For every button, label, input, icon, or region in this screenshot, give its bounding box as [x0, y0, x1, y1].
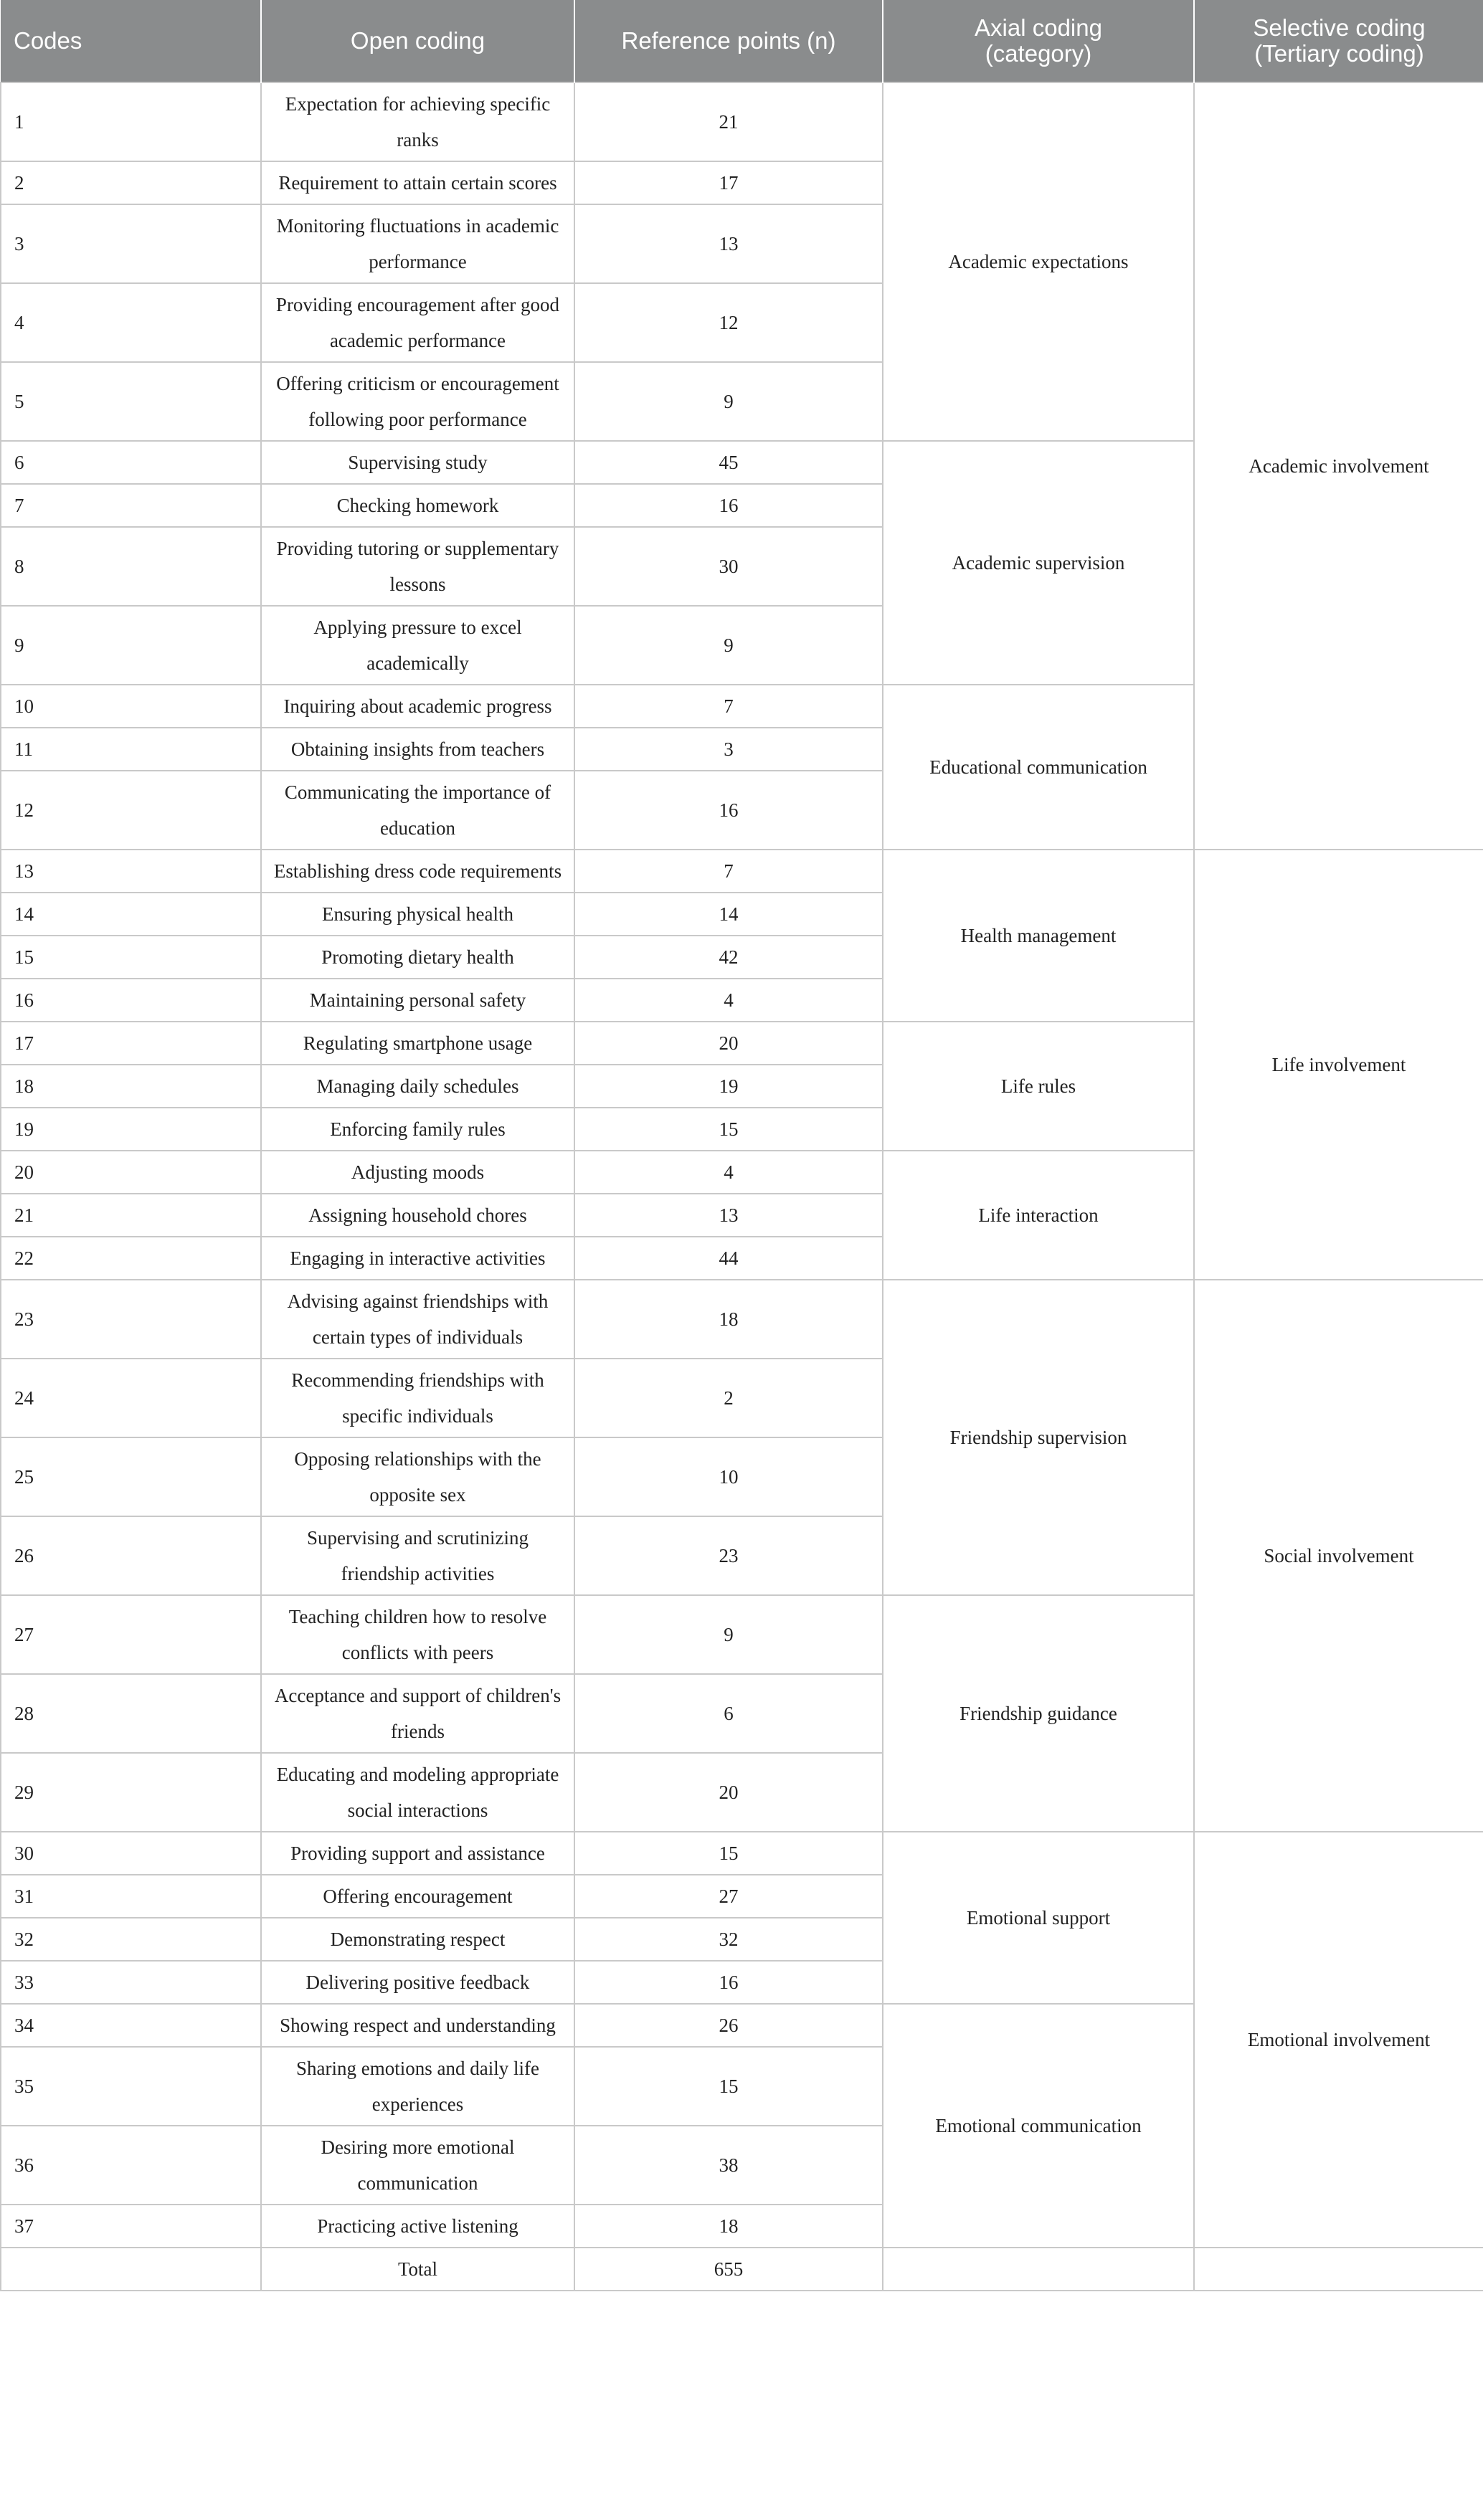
- reference-points-cell: 38: [574, 2126, 883, 2205]
- open-coding-cell: Supervising and scrutinizing friendship activities: [261, 1516, 574, 1595]
- open-coding-cell: Requirement to attain certain scores: [261, 161, 574, 204]
- code-cell: 31: [1, 1875, 261, 1918]
- reference-points-cell: 44: [574, 1237, 883, 1280]
- code-cell: 2: [1, 161, 261, 204]
- code-cell: 15: [1, 936, 261, 979]
- code-cell: 32: [1, 1918, 261, 1961]
- reference-points-cell: 15: [574, 1832, 883, 1875]
- reference-points-cell: 21: [574, 82, 883, 161]
- reference-points-cell: 15: [574, 1108, 883, 1151]
- code-cell: 26: [1, 1516, 261, 1595]
- axial-coding-cell: Emotional support: [883, 1832, 1194, 2004]
- open-coding-cell: Communicating the importance of education: [261, 771, 574, 850]
- open-coding-cell: Offering criticism or encouragement following poor performance: [261, 362, 574, 441]
- code-cell: 34: [1, 2004, 261, 2047]
- reference-points-cell: 3: [574, 728, 883, 771]
- code-cell: 23: [1, 1280, 261, 1359]
- total-label: Total: [261, 2248, 574, 2291]
- code-cell: 36: [1, 2126, 261, 2205]
- reference-points-cell: 16: [574, 484, 883, 527]
- open-coding-cell: Maintaining personal safety: [261, 979, 574, 1022]
- code-cell: 12: [1, 771, 261, 850]
- code-cell: [1, 2248, 261, 2291]
- open-coding-cell: Delivering positive feedback: [261, 1961, 574, 2004]
- code-cell: 10: [1, 685, 261, 728]
- selective-coding-cell: Social involvement: [1194, 1280, 1483, 1832]
- reference-points-cell: 45: [574, 441, 883, 484]
- table-body: [1, 82, 1483, 2291]
- code-cell: 19: [1, 1108, 261, 1151]
- reference-points-cell: 42: [574, 936, 883, 979]
- open-coding-cell: Supervising study: [261, 441, 574, 484]
- reference-points-cell: 10: [574, 1437, 883, 1516]
- reference-points-cell: 18: [574, 2205, 883, 2248]
- reference-points-cell: 23: [574, 1516, 883, 1595]
- open-coding-cell: Inquiring about academic progress: [261, 685, 574, 728]
- code-cell: 25: [1, 1437, 261, 1516]
- code-cell: 11: [1, 728, 261, 771]
- reference-points-cell: 17: [574, 161, 883, 204]
- axial-coding-cell: Friendship supervision: [883, 1280, 1194, 1595]
- reference-points-cell: 20: [574, 1753, 883, 1832]
- table-row: [1, 1832, 1483, 1875]
- reference-points-cell: 13: [574, 204, 883, 283]
- code-cell: 9: [1, 606, 261, 685]
- open-coding-cell: Advising against friendships with certain types of individuals: [261, 1280, 574, 1359]
- reference-points-cell: 16: [574, 771, 883, 850]
- code-cell: 18: [1, 1065, 261, 1108]
- open-coding-cell: Showing respect and understanding: [261, 2004, 574, 2047]
- code-cell: 3: [1, 204, 261, 283]
- open-coding-cell: Promoting dietary health: [261, 936, 574, 979]
- open-coding-cell: Ensuring physical health: [261, 893, 574, 936]
- open-coding-cell: Recommending friendships with specific individuals: [261, 1359, 574, 1437]
- reference-points-cell: 32: [574, 1918, 883, 1961]
- table-row: [1, 850, 1483, 893]
- open-coding-header: [261, 0, 574, 82]
- open-coding-cell: Demonstrating respect: [261, 1918, 574, 1961]
- open-coding-cell: Sharing emotions and daily life experiences: [261, 2047, 574, 2126]
- reference-points-header-line: Reference points (n): [621, 27, 836, 54]
- reference-points-cell: 12: [574, 283, 883, 362]
- axial-coding-cell: [883, 2248, 1194, 2291]
- table-row: [1, 82, 1483, 161]
- reference-points-cell: 30: [574, 527, 883, 606]
- selective-coding-cell: Academic involvement: [1194, 82, 1483, 850]
- reference-points-cell: 16: [574, 1961, 883, 2004]
- reference-points-cell: 15: [574, 2047, 883, 2126]
- open-coding-cell: Applying pressure to excel academically: [261, 606, 574, 685]
- reference-points-cell: 26: [574, 2004, 883, 2047]
- open-coding-header-line: Open coding: [350, 27, 485, 54]
- reference-points-cell: 7: [574, 850, 883, 893]
- selective-coding-header-line: (Tertiary coding): [1254, 40, 1424, 67]
- open-coding-cell: Managing daily schedules: [261, 1065, 574, 1108]
- open-coding-cell: Educating and modeling appropriate social interactions: [261, 1753, 574, 1832]
- open-coding-cell: Providing support and assistance: [261, 1832, 574, 1875]
- code-cell: 16: [1, 979, 261, 1022]
- total-value: 655: [574, 2248, 883, 2291]
- selective-coding-cell: [1194, 2248, 1483, 2291]
- code-cell: 17: [1, 1022, 261, 1065]
- open-coding-cell: Teaching children how to resolve conflicts with peers: [261, 1595, 574, 1674]
- code-cell: 5: [1, 362, 261, 441]
- reference-points-cell: 19: [574, 1065, 883, 1108]
- axial-coding-cell: Life interaction: [883, 1151, 1194, 1280]
- open-coding-cell: Expectation for achieving specific ranks: [261, 82, 574, 161]
- reference-points-header: [574, 0, 883, 82]
- code-cell: 20: [1, 1151, 261, 1194]
- axial-coding-cell: Emotional communication: [883, 2004, 1194, 2248]
- code-cell: 24: [1, 1359, 261, 1437]
- code-cell: 30: [1, 1832, 261, 1875]
- axial-coding-header-line: Axial coding: [975, 14, 1102, 41]
- open-coding-cell: Providing tutoring or supplementary lessons: [261, 527, 574, 606]
- open-coding-cell: Adjusting moods: [261, 1151, 574, 1194]
- code-cell: 33: [1, 1961, 261, 2004]
- open-coding-cell: Obtaining insights from teachers: [261, 728, 574, 771]
- reference-points-cell: 20: [574, 1022, 883, 1065]
- open-coding-cell: Assigning household chores: [261, 1194, 574, 1237]
- selective-coding-header: [1194, 0, 1483, 82]
- reference-points-cell: 9: [574, 1595, 883, 1674]
- axial-coding-cell: Life rules: [883, 1022, 1194, 1151]
- open-coding-cell: Desiring more emotional communication: [261, 2126, 574, 2205]
- code-cell: 27: [1, 1595, 261, 1674]
- code-cell: 6: [1, 441, 261, 484]
- code-cell: 1: [1, 82, 261, 161]
- reference-points-cell: 4: [574, 1151, 883, 1194]
- code-cell: 4: [1, 283, 261, 362]
- axial-coding-cell: Academic supervision: [883, 441, 1194, 685]
- code-cell: 14: [1, 893, 261, 936]
- reference-points-cell: 2: [574, 1359, 883, 1437]
- open-coding-cell: Providing encouragement after good academic performance: [261, 283, 574, 362]
- reference-points-cell: 13: [574, 1194, 883, 1237]
- axial-coding-cell: Friendship guidance: [883, 1595, 1194, 1832]
- table-header: [1, 0, 1483, 82]
- reference-points-cell: 9: [574, 606, 883, 685]
- open-coding-cell: Offering encouragement: [261, 1875, 574, 1918]
- total-row: [1, 2248, 1483, 2291]
- code-cell: 8: [1, 527, 261, 606]
- selective-coding-cell: Life involvement: [1194, 850, 1483, 1280]
- table-row: [1, 1280, 1483, 1359]
- selective-coding-header-line: Selective coding: [1253, 14, 1426, 41]
- open-coding-cell: Practicing active listening: [261, 2205, 574, 2248]
- axial-coding-cell: Health management: [883, 850, 1194, 1022]
- reference-points-cell: 7: [574, 685, 883, 728]
- axial-coding-header: [883, 0, 1194, 82]
- codes-header-line: Codes: [14, 27, 82, 54]
- code-cell: 29: [1, 1753, 261, 1832]
- open-coding-cell: Establishing dress code requirements: [261, 850, 574, 893]
- code-cell: 37: [1, 2205, 261, 2248]
- open-coding-cell: Regulating smartphone usage: [261, 1022, 574, 1065]
- code-cell: 35: [1, 2047, 261, 2126]
- reference-points-cell: 6: [574, 1674, 883, 1753]
- code-cell: 21: [1, 1194, 261, 1237]
- axial-coding-cell: Educational communication: [883, 685, 1194, 850]
- code-cell: 22: [1, 1237, 261, 1280]
- selective-coding-cell: Emotional involvement: [1194, 1832, 1483, 2248]
- reference-points-cell: 27: [574, 1875, 883, 1918]
- reference-points-cell: 14: [574, 893, 883, 936]
- code-cell: 7: [1, 484, 261, 527]
- open-coding-cell: Checking homework: [261, 484, 574, 527]
- codes-header: [1, 0, 261, 82]
- open-coding-cell: Enforcing family rules: [261, 1108, 574, 1151]
- header-row: [1, 0, 1483, 82]
- axial-coding-cell: Academic expectations: [883, 82, 1194, 441]
- reference-points-cell: 18: [574, 1280, 883, 1359]
- axial-coding-header-line: (category): [985, 40, 1092, 67]
- open-coding-cell: Engaging in interactive activities: [261, 1237, 574, 1280]
- open-coding-cell: Monitoring fluctuations in academic performance: [261, 204, 574, 283]
- open-coding-cell: Opposing relationships with the opposite sex: [261, 1437, 574, 1516]
- code-cell: 28: [1, 1674, 261, 1753]
- code-cell: 13: [1, 850, 261, 893]
- reference-points-cell: 9: [574, 362, 883, 441]
- open-coding-cell: Acceptance and support of children's friends: [261, 1674, 574, 1753]
- reference-points-cell: 4: [574, 979, 883, 1022]
